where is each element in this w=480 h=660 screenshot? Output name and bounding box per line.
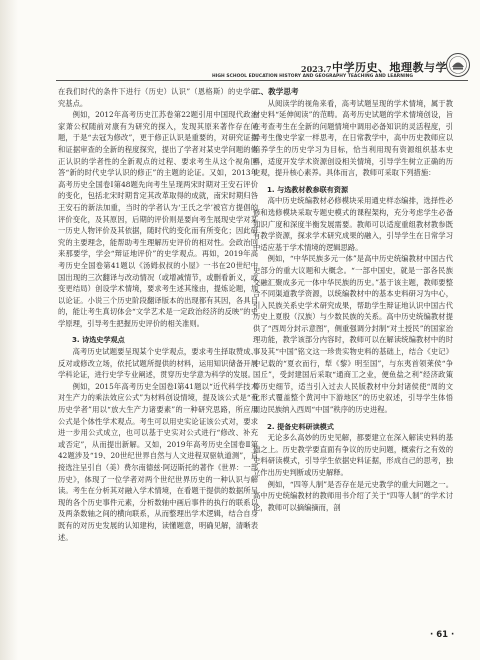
paragraph: 例如，“四等人制”是否存在是元史教学的重大问题之一。高中历史统编教材的教师用书介绍了关于“四等人制”的学术讨论，教师可以摘编摘而，剖 [253, 479, 453, 512]
right-column [253, 86, 453, 513]
paragraph: 从阅读学的视角来看，高考试题呈现的学术情境，属于教材史料“延伸阅读”的范畴。高考历史试题的学术情境创设，旨在考查考生在全新的问题情境中调用必备知识的灵活程度，引导考生像史学家一样思考，在日常教学中，高中历史教师应以培养学生的历史学习为目标，恰当利用现有资源组织基本史料，适度开发学术资源创设相关情境，引导学生树立正确的历史观，提升核心素养。具体而言，教师可采取下列措施： [253, 98, 453, 178]
paragraph: 例如，2015年高考历史全国卷Ⅰ第41题以“近代科学技术对生产力的乘法效应公式”为材料创设情境，提及该公式是“有历史学者”用以“放大生产力诸要素”的一种研究思路，所应用公式是个体性学术观点。考生可以用史实论证该公式对，要求进一步用公式成立，也可以基于史实对公式进行“修改、补充或否定”，从而提出新解。又如，2019年高考历史全国卷Ⅱ第42题涉及“19、20世纪世界自然与人文进程双驱轨道测”，直接选注呈引自（美）费尔南德兹·阿迈斯托的著作《世界：一部历史》，体现了一位学者对两个世纪世界历史的一种认识与解读。考生在分析其对融入学术情境，在看题干提供的数据所呈现的各个历史事件元素，分析数轴中画后事件的执行的联系以及两条数轴之间的横向联系，从而整理出学术逻辑，结合自身既有的对历史发展的认知建构，读懂题意，明确见解，清晰表述。 [58, 381, 258, 542]
paragraph: 无论多么高妙的历史见解，都要建立在深入解读史料的基础之上。历史教学要直面有争议的历史问题，概索行之有效的史料研读模式，引导学生依据史料证据，形成自己的思考，独立作出历史判断或历史解释。 [253, 433, 453, 477]
subsection-heading: 1. 与选教材教参联有资源 [267, 184, 349, 194]
paragraph: 例如，2012年高考历史江苏卷第22题引用中国现代政治家萧公权随前对康有为研究的探入，发现其原来著作存在问题，于是“去冠为修改”，更于修正认识是重要的，对研究证据和证据审查的全新的程度探究，提出了学者对某史学问题的修正认识的学者性的全新观点的过程、要求考生从这个视角回答“新的时代史学认识的修正”的主题的论证。又如，2013年高考历史全国卷Ⅰ第48题先向考生呈现两宋时期对王安石评价的变化，包括北宋时期肯定其改革取得的成就，南宋时期归咎王安石的新法加重，当时的学者认为‘王氏之学’被官方提倡的评价变化，及其原因，后期的评价则是要向考生展现史学对某一历史人物评价及其依据，随时代的变化而有所变化；因此研究的主要理念，能帮助考生理解历史评价的相对性。会政治回来那要学，学会“辩证地评价”的史学观点。再如，2019年高考历史全国卷第41题以《汤姆叔叔的小屋》一书在20世纪中国出现的三次翻译与改动情况（或增减情节，或删看新义，或变更结局）创设学术情境，要求考生述其缘由，提炼论题，加以论证。小说三个历史阶段翻译版本的出现都有其因，各具目的，能让考生真切体会“文学艺术是一定政治经济的反映”的史学原理，引导考生把握历史评价的相关准则。 [58, 110, 258, 328]
issue-number: 2023.7 [301, 64, 332, 74]
header-rule [56, 80, 468, 81]
page-number: · 61 · [430, 630, 455, 640]
paragraph: 高考历史试题要呈现某个史学观点，要求考生择取赞成、反对或修改立场，依托试题所提供的材料，运用知识储备开展学科论证，进行史学专业阐述，贯穿历史学意为科学的发展。 [58, 347, 258, 380]
left-column [58, 86, 258, 543]
paragraph: 高中历史统编教材必修模块采用通史样态编排，选择性必修和选修模块采取专题史模式的课程架构，充分考虑学生必备知识广度和深度半衡发展需要。教师可以适度重组教材教参既有教学资源，探求学术研究成果的融入，引导学生在日常学习中适应基于学术情境的逻辑思路。 [253, 196, 453, 252]
paragraph: 在我们时代的条件下进行（历史）认识”（恩格斯）的史学研究基点。 [58, 87, 258, 108]
subsection-heading: 2. 提备史料研读模式 [267, 421, 334, 431]
subsection-heading: 3. 诗选史学观点 [72, 335, 125, 345]
journal-subtitle: HIGH SCHOOL EDUCATION HISTORY AND GEOGRAPHY TEACHING AND LEARNING [212, 74, 414, 79]
journal-title: 中学历史、地理教与学 [332, 61, 447, 74]
paragraph: 例如，“中华民族多元一体”是高中历史统编教材中国古代史部分的重大议题和大概念。“一部中国史，就是一部各民族交融汇聚成多元一体中华民族的历史。”基于该主题，教师要整合不同渠道教学资源，以统编教材中的基本史料研习为中心，引入民族关系史学术研究成果，帮助学生辩证地认识中国古代历史上夏殷（汉族）与少数民族的关系。高中历史统编教材提供了“西周分封示意图”，侧重强调分封制“对土授民”的国家治理功能，教学该部分内容时，教师可以在解读统编教材中的时事及其“中国”铭文这一珍贵实物史料的基础上，结合《史记》中记载的“夏衣而行，犁《黎》明至国”，与东夷首领莱侯“争国丘”，受封建国后采取“通商工之业，便鱼盐之利”经济政策等历史细节，适当引入过去人民版教材中分封诸侯使“周的文化形式覆盖整个黄河中下游地区”的历史叙述，引导学生体悟周边民族纳入西周“中国”秩序的历史进程。 [253, 254, 453, 415]
journal-logo-emblem-icon [445, 52, 471, 78]
section-heading: 二、教学思考 [253, 87, 299, 96]
page-binding-shadow [0, 0, 18, 660]
